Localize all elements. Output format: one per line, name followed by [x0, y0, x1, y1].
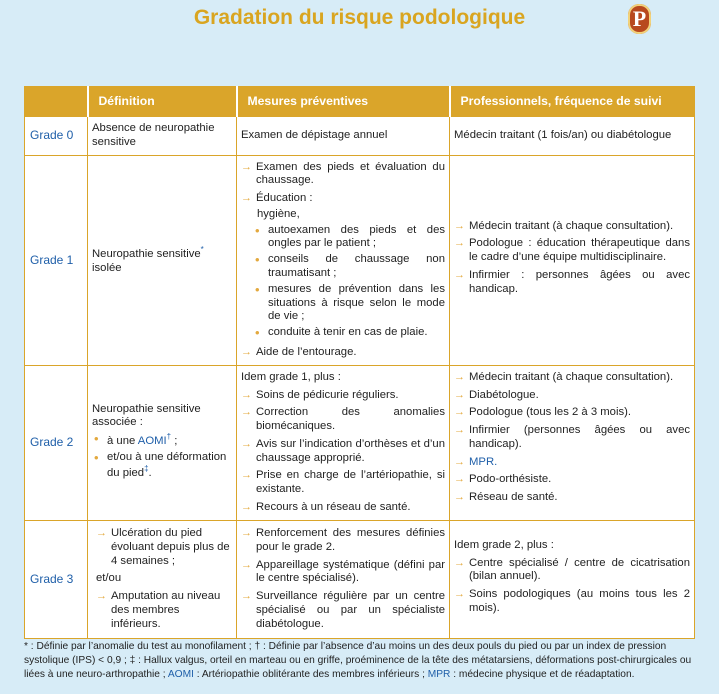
grade-1-mesures — [237, 155, 450, 365]
footnote-mpr: MPR — [427, 669, 451, 681]
grade-3-mesures — [237, 520, 450, 638]
page-title: Gradation du risque podologique — [193, 6, 526, 29]
list-item: → Appareillage systématique (défini par le centre spécialisé). — [241, 559, 445, 587]
grade-label: Grade 2 — [25, 365, 88, 520]
grade-3-pros — [450, 520, 695, 638]
list-item: → Recours à un réseau de santé. — [241, 501, 445, 515]
grade-2-mesures — [237, 365, 450, 520]
definition-text: Neuropathie sensitive — [92, 247, 201, 260]
table-header-row — [25, 87, 695, 117]
list-item: → Réseau de santé. — [454, 491, 690, 505]
list-item: → Médecin traitant (à chaque consultation). — [454, 371, 690, 385]
grade-0-mesures: Examen de dépistage annuel — [237, 117, 450, 156]
list-item: → Avis sur l’indication d’orthèses et d’un chaussage approprié. — [241, 438, 445, 466]
list-item: → Centre spécialisé / centre de cicatrisation (bilan annuel). — [454, 557, 690, 585]
list-item: → Aide de l’entourage. — [241, 346, 445, 360]
list-item: → Ulcération du pied évoluant depuis plus de 4 semaines ; — [96, 527, 232, 568]
header-professionnels: Professionnels, fréquence de suivi — [450, 87, 695, 117]
table-row-grade-0 — [25, 117, 695, 156]
list-item: → Surveillance régulière par un centre spécialisé ou par un spécialiste diabétologue. — [241, 590, 445, 631]
bullet-item: • à une AOMI† ; — [92, 432, 232, 449]
grade-label: Grade 0 — [25, 117, 88, 156]
grade-3-definition — [88, 520, 237, 638]
risk-table — [24, 86, 695, 639]
list-item: → Renforcement des mesures définies pour le grade 2. — [241, 527, 445, 555]
mesures-intro: Idem grade 1, plus : — [241, 370, 341, 383]
list-item: → Soins de pédicurie réguliers. — [241, 389, 445, 403]
grade-2-pros — [450, 365, 695, 520]
definition-tail: isolée — [92, 261, 122, 274]
list-item: → Médecin traitant (à chaque consultation). — [454, 220, 690, 234]
footnote-aomi: AOMI — [167, 669, 194, 681]
aomi-link: AOMI — [137, 434, 167, 447]
footnote: * : Définie par l’anomalie du test au monofilament ; † : Définie par l’absence d’au moins un des deux pouls du pied ou par un index de pression systolique (IPS) < 0,9 ; ‡ : Hallux valgus, orteil en marteau ou en griffe, proéminence de la tête des métatarsiens, déformations post-chirurgicales ou liées à une neuro-arthropathie ; AOMI : Artériopathie oblitérante des membres inférieurs ; MPR : médecine physique et de réadaptation. — [24, 641, 692, 681]
bullet-item: • et/ou à une déformation du pied‡. — [92, 451, 232, 481]
bullet-item: • conseils de chaussage non traumatisant ; — [253, 253, 445, 281]
list-item: → Podologue : éducation thérapeutique dans le cadre d’une équipe multidisciplinaire. — [454, 237, 690, 265]
list-item: → Infirmier (personnes âgées ou avec handicap). — [454, 424, 690, 452]
header-definition: Définition — [88, 87, 237, 117]
list-item: → Amputation au niveau des membres inférieurs. — [96, 590, 232, 631]
list-item: → Examen des pieds et évaluation du chaussage. — [241, 161, 445, 189]
list-item: → Prise en charge de l’artériopathie, si existante. — [241, 469, 445, 497]
bullet-item: • mesures de prévention dans les situations à risque selon le mode de vie ; — [253, 283, 445, 324]
grade-label: Grade 3 — [25, 520, 88, 638]
grade-2-definition — [88, 365, 237, 520]
list-item: → Diabétologue. — [454, 389, 690, 403]
header-grade — [25, 87, 88, 117]
definition-intro: Neuropathie sensitive associée : — [92, 402, 201, 429]
list-item: → Éducation : — [241, 192, 445, 206]
list-item: → Infirmier : personnes âgées ou avec handicap. — [454, 269, 690, 297]
grade-label: Grade 1 — [25, 155, 88, 365]
list-item: → Soins podologiques (au moins tous les 2 mois). — [454, 588, 690, 616]
pros-intro: Idem grade 2, plus : — [454, 538, 554, 551]
grade-0-pros: Médecin traitant (1 fois/an) ou diabétologue — [450, 117, 695, 156]
grade-0-definition: Absence de neuropathie sensitive — [88, 117, 237, 156]
table-row-grade-3 — [25, 520, 695, 638]
list-item-mpr: → MPR. — [454, 456, 690, 470]
grade-1-pros — [450, 155, 695, 365]
list-item: → Correction des anomalies biomécaniques. — [241, 406, 445, 434]
footnote-mark: * — [200, 244, 204, 254]
definition-or: et/ou — [96, 572, 122, 585]
list-item: → Podo-orthésiste. — [454, 473, 690, 487]
list-item: → Podologue (tous les 2 à 3 mois). — [454, 406, 690, 420]
sub-intro: hygiène, — [257, 207, 300, 220]
table-row-grade-2 — [25, 365, 695, 520]
publisher-logo-icon: P — [628, 4, 651, 34]
bullet-item: • conduite à tenir en cas de plaie. — [253, 326, 445, 340]
header-mesures: Mesures préventives — [237, 87, 450, 117]
grade-1-definition — [88, 155, 237, 365]
bullet-item: • autoexamen des pieds et des ongles par le patient ; — [253, 224, 445, 252]
table-row-grade-1 — [25, 155, 695, 365]
